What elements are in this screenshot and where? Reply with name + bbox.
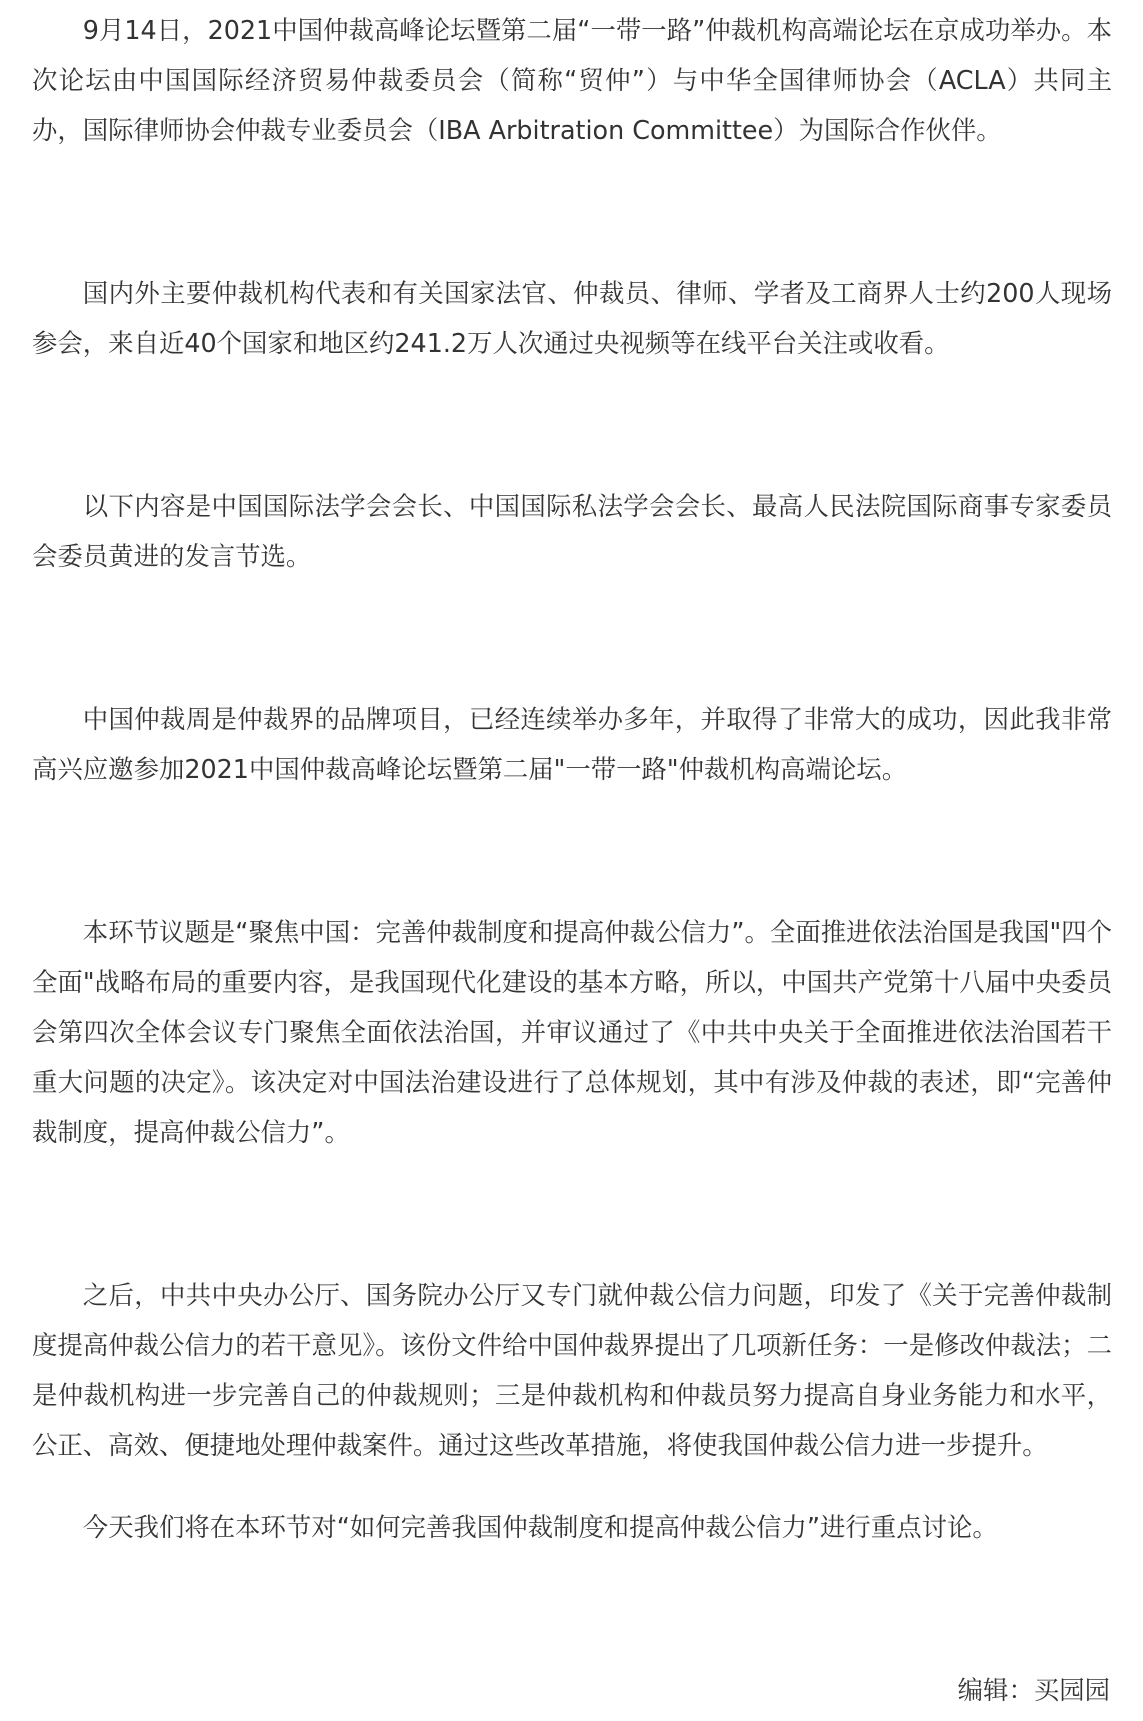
blank-line <box>32 826 1112 876</box>
paragraph-attendance: 国内外主要仲裁机构代表和有关国家法官、仲裁员、律师、学者及工商界人士约200人现场参会，来自近40个国家和地区约241.2万人次通过央视频等在线平台关注或收看。 <box>32 278 1112 358</box>
paragraph-speech-opening: 中国仲裁周是仲裁界的品牌项目，已经连续举办多年，并取得了非常大的成功，因此我非常高兴应邀参加2021中国仲裁高峰论坛暨第二届"一带一路"仲裁机构高端论坛。 <box>32 704 1112 784</box>
blank-line <box>32 187 1112 237</box>
paragraph-speaker-intro: 以下内容是中国国际法学会会长、中国国际私法学会会长、最高人民法院国际商事专家委员会委员黄进的发言节选。 <box>32 491 1112 571</box>
paragraph-session-topic: 本环节议题是“聚焦中国：完善仲裁制度和提高仲裁公信力”。全面推进依法治国是我国"四个全面"战略布局的重要内容，是我国现代化建设的基本方略，所以，中国共产党第十八届中央委员会第四次全体会议专门聚焦全面依法治国，并审议通过了《中共中央关于全面推进依法治国若干重大问题的决定》。该决定对中国法治建设进行了总体规划，其中有涉及仲裁的表述，即“完善仲裁制度，提高仲裁公信力”。 <box>32 917 1112 1147</box>
paragraph-discussion-focus: 今天我们将在本环节对“如何完善我国仲裁制度和提高仲裁公信力”进行重点讨论。 <box>82 1512 998 1542</box>
paragraph-event-intro: 9月14日，2021中国仲裁高峰论坛暨第二届“一带一路”仲裁机构高端论坛在京成功举办。本次论坛由中国国际经济贸易仲裁委员会（简称“贸仲”）与中华全国律师协会（ACLA）共同主办，国际律师协会仲裁专业委员会（IBA Arbitration Committee）为国际合作伙伴。 <box>32 15 1112 145</box>
paragraph-policy-document: 之后，中共中央办公厅、国务院办公厅又专门就仲裁公信力问题，印发了《关于完善仲裁制度提高仲裁公信力的若干意见》。该份文件给中国仲裁界提出了几项新任务：一是修改仲裁法；二是仲裁机构进一步完善自己的仲裁规则；三是仲裁机构和仲裁员努力提高自身业务能力和水平，公正、高效、便捷地处理仲裁案件。通过这些改革措施，将使我国仲裁公信力进一步提升。 <box>32 1280 1112 1460</box>
editor-credit: 编辑：买园园 <box>957 1675 1110 1705</box>
article-body <box>32 5 1112 1715</box>
blank-line <box>32 613 1112 663</box>
blank-line <box>32 400 1112 450</box>
blank-line <box>32 1584 1112 1634</box>
blank-line <box>32 1189 1112 1239</box>
